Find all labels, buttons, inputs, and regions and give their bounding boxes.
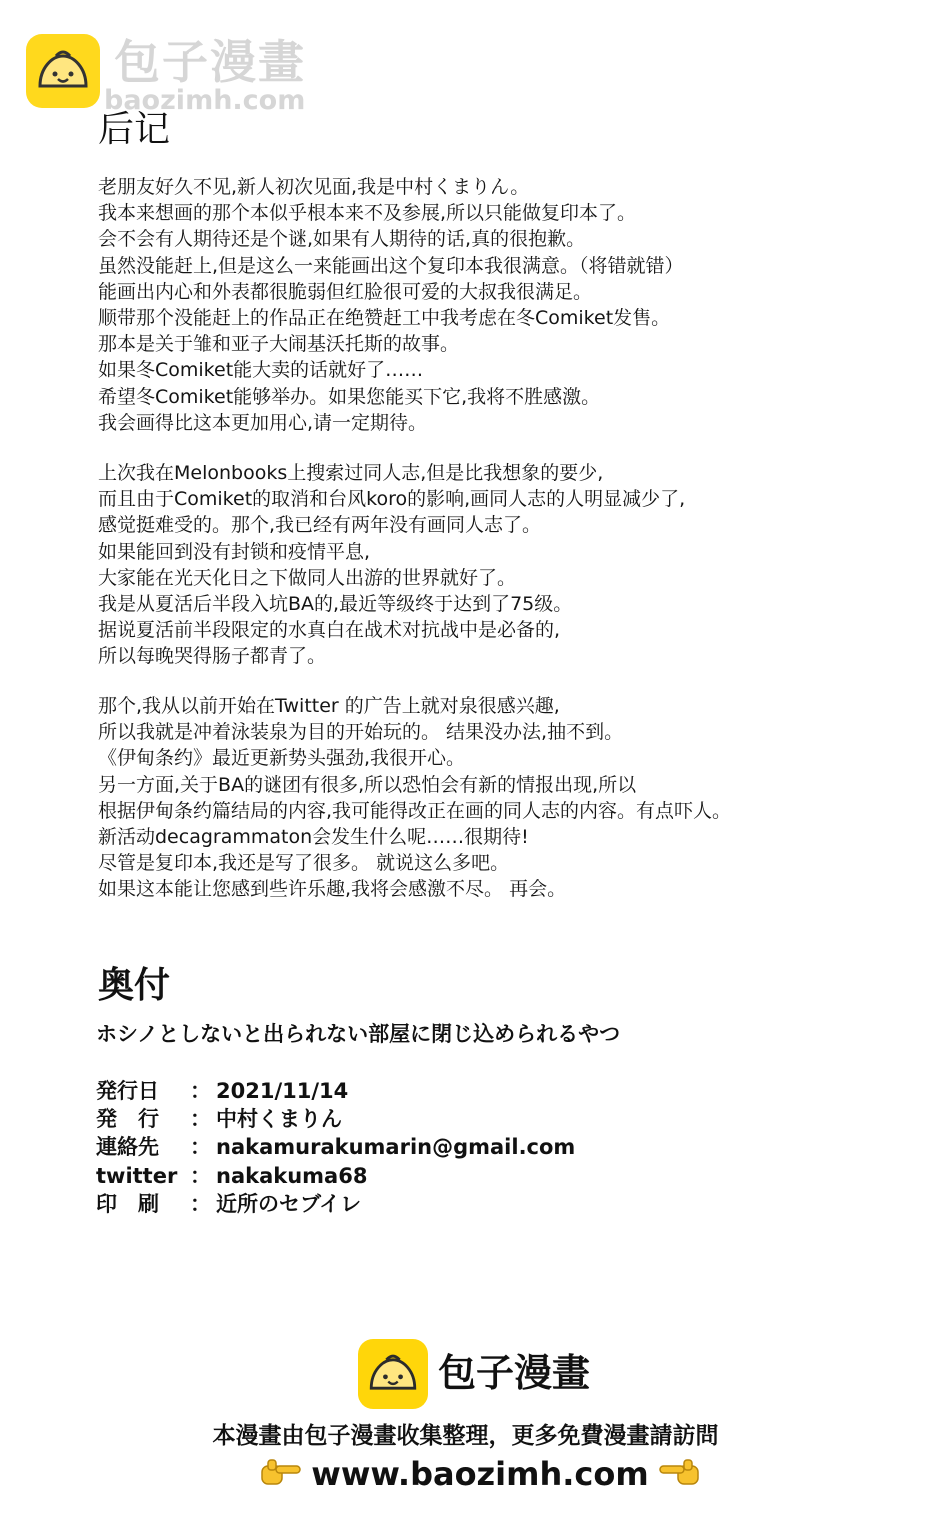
text-line: 新活动decagrammaton会发生什么呢……很期待! xyxy=(98,826,529,849)
colophon-value: 中村くまりん xyxy=(216,1107,342,1132)
colophon-value: nakakuma68 xyxy=(216,1163,368,1188)
text-line: 如果冬Comiket能大卖的话就好了…… xyxy=(98,359,424,382)
colophon-value: 2021/11/14 xyxy=(216,1079,349,1103)
colophon-separator: ： xyxy=(190,1107,211,1132)
text-line: 会不会有人期待还是个谜,如果有人期待的话,真的很抱歉。 xyxy=(98,228,586,251)
afterword-title: 后记 xyxy=(98,109,171,150)
text-line: 如果这本能让您感到些许乐趣,我将会感激不尽。 再会。 xyxy=(98,878,567,901)
afterword-paragraph-1 xyxy=(98,174,684,436)
promo-url-link[interactable]: www.baozimh.com xyxy=(311,1455,649,1493)
colophon-separator: ： xyxy=(190,1163,211,1188)
text-line: 上次我在Melonbooks上搜索过同人志,但是比我想象的要少, xyxy=(98,462,604,484)
text-line: 希望冬Comiket能够举办。如果您能买下它,我将不胜感激。 xyxy=(98,385,601,408)
text-line: 我是从夏活后半段入坑BA的,最近等级终于达到了75级。 xyxy=(98,593,573,616)
colophon-key: 発 行 xyxy=(96,1107,159,1132)
text-line: 那个,我从以前开始在Twitter 的广告上就对泉很感兴趣, xyxy=(98,695,560,717)
watermark xyxy=(26,34,356,114)
text-line: 我会画得比这本更加用心,请一定期待。 xyxy=(98,411,428,434)
pointing-hand-right-icon xyxy=(260,1456,302,1490)
text-line: 我本来想画的那个本似乎根本来不及参展,所以只能做复印本了。 xyxy=(98,202,637,225)
text-line: 如果能回到没有封锁和疫情平息, xyxy=(98,540,371,563)
bun-logo-icon xyxy=(358,1339,428,1409)
promo-url-row xyxy=(260,1452,700,1496)
colophon-key: 連絡先 xyxy=(96,1135,159,1160)
text-line: 所以每晚哭得肠子都青了。 xyxy=(98,645,327,668)
text-line: 而且由于Comiket的取消和台风koro的影响,画同人志的人明显减少了, xyxy=(98,488,686,511)
text-line: 虽然没能赶上,但是这么一来能画出这个复印本我很满意。（将错就错） xyxy=(98,254,684,277)
promo-brand: 包子漫畫 xyxy=(438,1351,591,1395)
watermark-brand: 包子漫畫 xyxy=(114,35,306,89)
text-line: 《伊甸条约》最近更新势头强劲,我很开心。 xyxy=(98,747,466,770)
text-line: 大家能在光天化日之下做同人出游的世界就好了。 xyxy=(98,566,517,589)
colophon-key: 印 刷 xyxy=(96,1191,159,1216)
colophon-separator: ： xyxy=(190,1191,211,1216)
text-line: 能画出内心和外表都很脆弱但红脸很可爱的大叔我很满足。 xyxy=(98,280,593,303)
text-line: 顺带那个没能赶上的作品正在绝赞赶工中我考虑在冬Comiket发售。 xyxy=(98,307,671,330)
text-line: 另一方面,关于BA的谜团有很多,所以恐怕会有新的情报出现,所以 xyxy=(98,773,637,796)
text-line: 所以我就是冲着泳装泉为目的开始玩的。 结果没办法,抽不到。 xyxy=(98,721,624,744)
watermark-domain: baozimh.com xyxy=(104,85,306,116)
text-line: 老朋友好久不见,新人初次见面,我是中村くまりん。 xyxy=(98,176,530,198)
text-line: 那本是关于雏和亚子大闹基沃托斯的故事。 xyxy=(98,333,460,356)
promo-text: 本漫畫由包子漫畫收集整理，更多免費漫畫請訪問 xyxy=(212,1423,719,1449)
colophon-separator: ： xyxy=(190,1135,211,1160)
colophon-key: twitter xyxy=(96,1163,178,1188)
bun-logo-icon xyxy=(26,34,100,108)
afterword-paragraph-2 xyxy=(98,460,685,670)
text-line: 据说夏活前半段限定的水真白在战术对抗战中是必备的, xyxy=(98,619,561,642)
text-line: 尽管是复印本,我还是写了很多。 就说这么多吧。 xyxy=(98,852,510,875)
text-line: 根据伊甸条约篇结局的内容,我可能得改正在画的同人志的内容。有点吓人。 xyxy=(98,799,732,822)
afterword-paragraph-3 xyxy=(98,693,731,903)
colophon-title: 奥付 xyxy=(98,965,171,1006)
colophon-separator: ： xyxy=(190,1079,211,1103)
book-title: ホシノとしないと出られない部屋に閉じ込められるやつ xyxy=(96,1022,621,1046)
text-line: 感觉挺难受的。那个,我已经有两年没有画同人志了。 xyxy=(98,514,542,537)
pointing-hand-left-icon xyxy=(658,1456,700,1490)
colophon-email[interactable]: nakamurakumarin@gmail.com xyxy=(216,1135,576,1160)
colophon-value: 近所のセブイレ xyxy=(216,1191,362,1216)
colophon-key: 発行日 xyxy=(96,1079,159,1103)
